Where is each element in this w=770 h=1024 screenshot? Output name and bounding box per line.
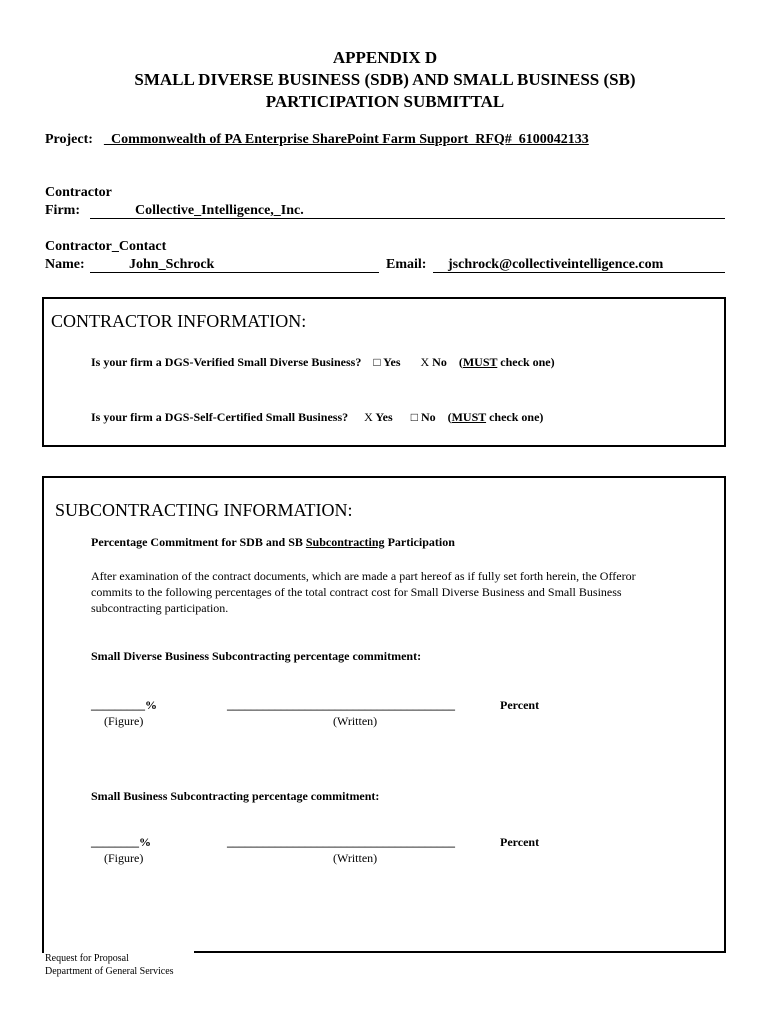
contractor-contact-label-line1: Contractor_Contact xyxy=(45,239,167,254)
sdb-figure-caption: (Figure) xyxy=(104,714,144,728)
sdb-verified-question xyxy=(91,355,555,370)
subtitle-underlined: Subcontracting xyxy=(305,535,385,549)
sb-percent-label: Percent xyxy=(500,835,540,849)
sb-selfcert-yes-checkbox[interactable]: X xyxy=(364,410,373,424)
subtitle-post: Participation xyxy=(384,535,455,549)
sb-selfcert-no-label: No xyxy=(420,410,436,424)
paragraph-line-1: After examination of the contract documents, which are made a part hereof as if fully set forth herein, the Offeror xyxy=(91,569,636,583)
commitment-paragraph xyxy=(91,568,724,616)
sb-selfcert-yes-label: Yes xyxy=(375,410,393,424)
subtitle-pre: Percentage Commitment for SDB and SB xyxy=(91,535,306,549)
contact-name-value[interactable]: John_Schrock xyxy=(129,257,215,272)
footer-line-2: Department of General Services xyxy=(45,966,174,977)
sdb-verified-yes-label: Yes xyxy=(383,355,401,369)
contractor-contact-label-line2: Name: xyxy=(45,257,85,272)
sdb-verified-must-open: ( xyxy=(458,355,463,369)
sb-selfcert-no-checkbox[interactable]: □ xyxy=(410,410,418,424)
sdb-percent-label: Percent xyxy=(500,698,540,712)
project-value[interactable]: _Commonwealth of PA Enterprise SharePoint Farm Support_RFQ#_6100042133 xyxy=(104,132,589,147)
sdb-verified-no-checkbox[interactable]: X xyxy=(420,355,430,369)
sb-figure-caption: (Figure) xyxy=(104,851,144,865)
sb-figure-field[interactable]: ________% xyxy=(91,835,151,849)
sdb-verified-must: MUST xyxy=(462,355,498,369)
subcontracting-information-title: SUBCONTRACTING INFORMATION: xyxy=(55,500,353,520)
sb-written-caption: (Written) xyxy=(333,851,378,865)
footer-line-1: Request for Proposal xyxy=(45,953,129,964)
sdb-verified-question-text: Is your firm a DGS-Verified Small Diverse Business? xyxy=(91,355,362,369)
sb-selfcert-question-text: Is your firm a DGS-Self-Certified Small Business? xyxy=(91,410,349,424)
document-subtitle: PARTICIPATION SUBMITTAL xyxy=(265,92,505,111)
sb-selfcert-must-open: ( xyxy=(447,410,452,424)
contractor-firm-label-line1: Contractor xyxy=(45,185,112,200)
sdb-verified-no-label: No xyxy=(432,355,447,369)
sb-commitment-label: Small Business Subcontracting percentage commitment: xyxy=(91,789,380,803)
email-value[interactable]: jschrock@collectiveintelligence.com xyxy=(448,257,664,272)
sb-selfcert-question xyxy=(91,410,543,425)
email-label: Email: xyxy=(386,257,427,272)
contractor-information-box xyxy=(42,297,726,447)
document-title: SMALL DIVERSE BUSINESS (SDB) AND SMALL BUSINESS (SB) xyxy=(134,70,636,89)
subcontracting-subtitle xyxy=(91,535,455,550)
contractor-firm-label-line2: Firm: xyxy=(45,203,80,218)
sdb-commitment-label: Small Diverse Business Subcontracting percentage commitment: xyxy=(91,649,422,663)
sdb-written-field[interactable]: ______________________________________ xyxy=(227,698,455,712)
subcontracting-box-bottom-edge xyxy=(194,951,726,953)
subcontracting-information-box xyxy=(42,476,726,953)
sb-selfcert-must-close: check one) xyxy=(486,410,544,424)
sdb-written-caption: (Written) xyxy=(333,714,378,728)
sdb-verified-must-close: check one) xyxy=(497,355,555,369)
sb-written-field[interactable]: ______________________________________ xyxy=(227,835,455,849)
contractor-firm-value[interactable]: Collective_Intelligence,_Inc. xyxy=(135,203,304,218)
project-label: Project: xyxy=(45,132,93,147)
contractor-information-title: CONTRACTOR INFORMATION: xyxy=(51,311,307,331)
paragraph-line-3: subcontracting participation. xyxy=(91,601,229,615)
sdb-verified-yes-checkbox[interactable]: □ xyxy=(373,355,381,369)
appendix-title: APPENDIX D xyxy=(332,48,438,67)
paragraph-line-2: commits to the following percentages of the total contract cost for Small Diverse Business and Small Business xyxy=(91,585,622,599)
sdb-figure-field[interactable]: _________% xyxy=(91,698,157,712)
sb-selfcert-must: MUST xyxy=(451,410,487,424)
